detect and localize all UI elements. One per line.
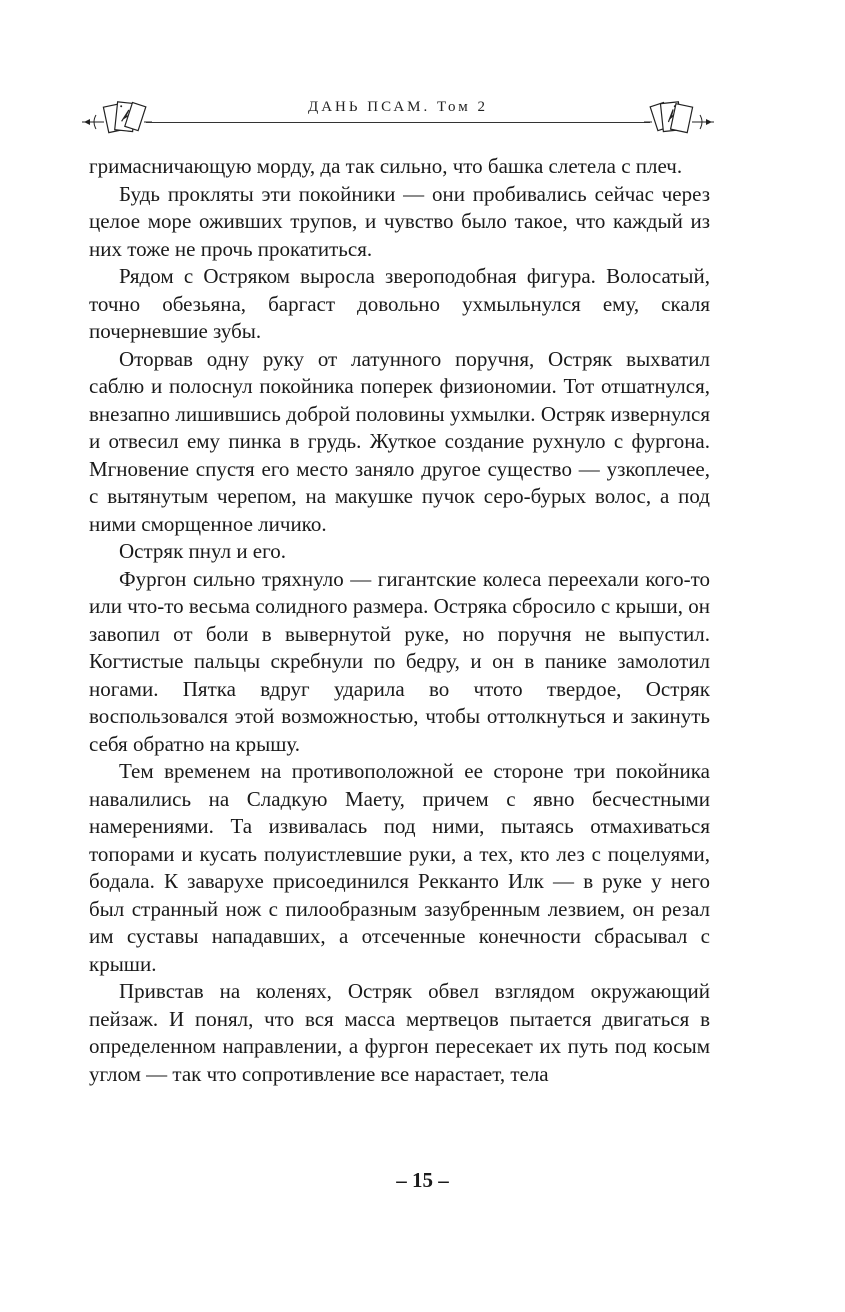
- body-text: [89, 153, 710, 1088]
- running-title: ДАНЬ ПСАМ. Том 2: [307, 99, 488, 115]
- cards-ornament-icon: [644, 100, 714, 136]
- paragraph: гримасничающую морду, да так сильно, что башка слетела с плеч.: [89, 154, 683, 178]
- header-rule: [146, 122, 650, 123]
- paragraph: Фургон сильно тряхнуло — гигантские колеса переехали кого-то или что-то весьма солидного размера. Остряка сбросило с крыши, он завопил от боли в вывернутой руке, но поручня не выпустил. Когтистые пальцы скребнули по бедру, и он в панике замолотил ногами. Пятка вдруг ударила во чтото твердое, Остряк воспользовался этой возможностью, чтобы оттолкнуться и закинуть себя обратно на крышу.: [89, 566, 710, 756]
- paragraph: Остряк пнул и его.: [119, 539, 286, 563]
- paragraph: Привстав на коленях, Остряк обвел взглядом окружающий пейзаж. И понял, что вся масса мертвецов пытается двигаться в определенном направлении, а фургон пересекает их путь под косым углом — так что сопротивление все нарастает, тела: [89, 979, 710, 1086]
- paragraph: Рядом с Остряком выросла звероподобная фигура. Волосатый, точно обезьяна, баргаст довольно ухмыльнулся ему, скаля почерневшие зубы.: [89, 264, 710, 343]
- page-number: – 15 –: [396, 1168, 449, 1192]
- paragraph: Будь прокляты эти покойники — они пробивались сейчас через целое море оживших трупов, и чувство было такое, что каждый из них тоже не прочь прокатиться.: [89, 181, 710, 261]
- running-head: [86, 96, 710, 136]
- paragraph: Тем временем на противоположной ее стороне три покойника навалились на Сладкую Маету, причем с явно бесчестными намерениями. Та извивалась под ними, пытаясь отмахиваться топорами и кусать полуистлевшие руки, а тех, кто лез с поцелуями, бодала. К заварухе присоединился Рекканто Илк — в руке у него был странный нож с пилообразным зазубренным лезвием, он резал им суставы нападавших, а отсеченные конечности сбрасывал с крыши.: [89, 759, 710, 976]
- paragraph: Оторвав одну руку от латунного поручня, Остряк выхватил саблю и полоснул покойника поперек физиономии. Тот отшатнулся, внезапно лишившись доброй половины ухмылки. Остряк извернулся и отвесил ему пинка в грудь. Жуткое создание рухнуло с фургона. Мгновение спустя его место заняло другое существо — узкоплечее, с вытянутым черепом, на макушке пучок серо-бурых волос, а под ними сморщенное личико.: [89, 346, 710, 536]
